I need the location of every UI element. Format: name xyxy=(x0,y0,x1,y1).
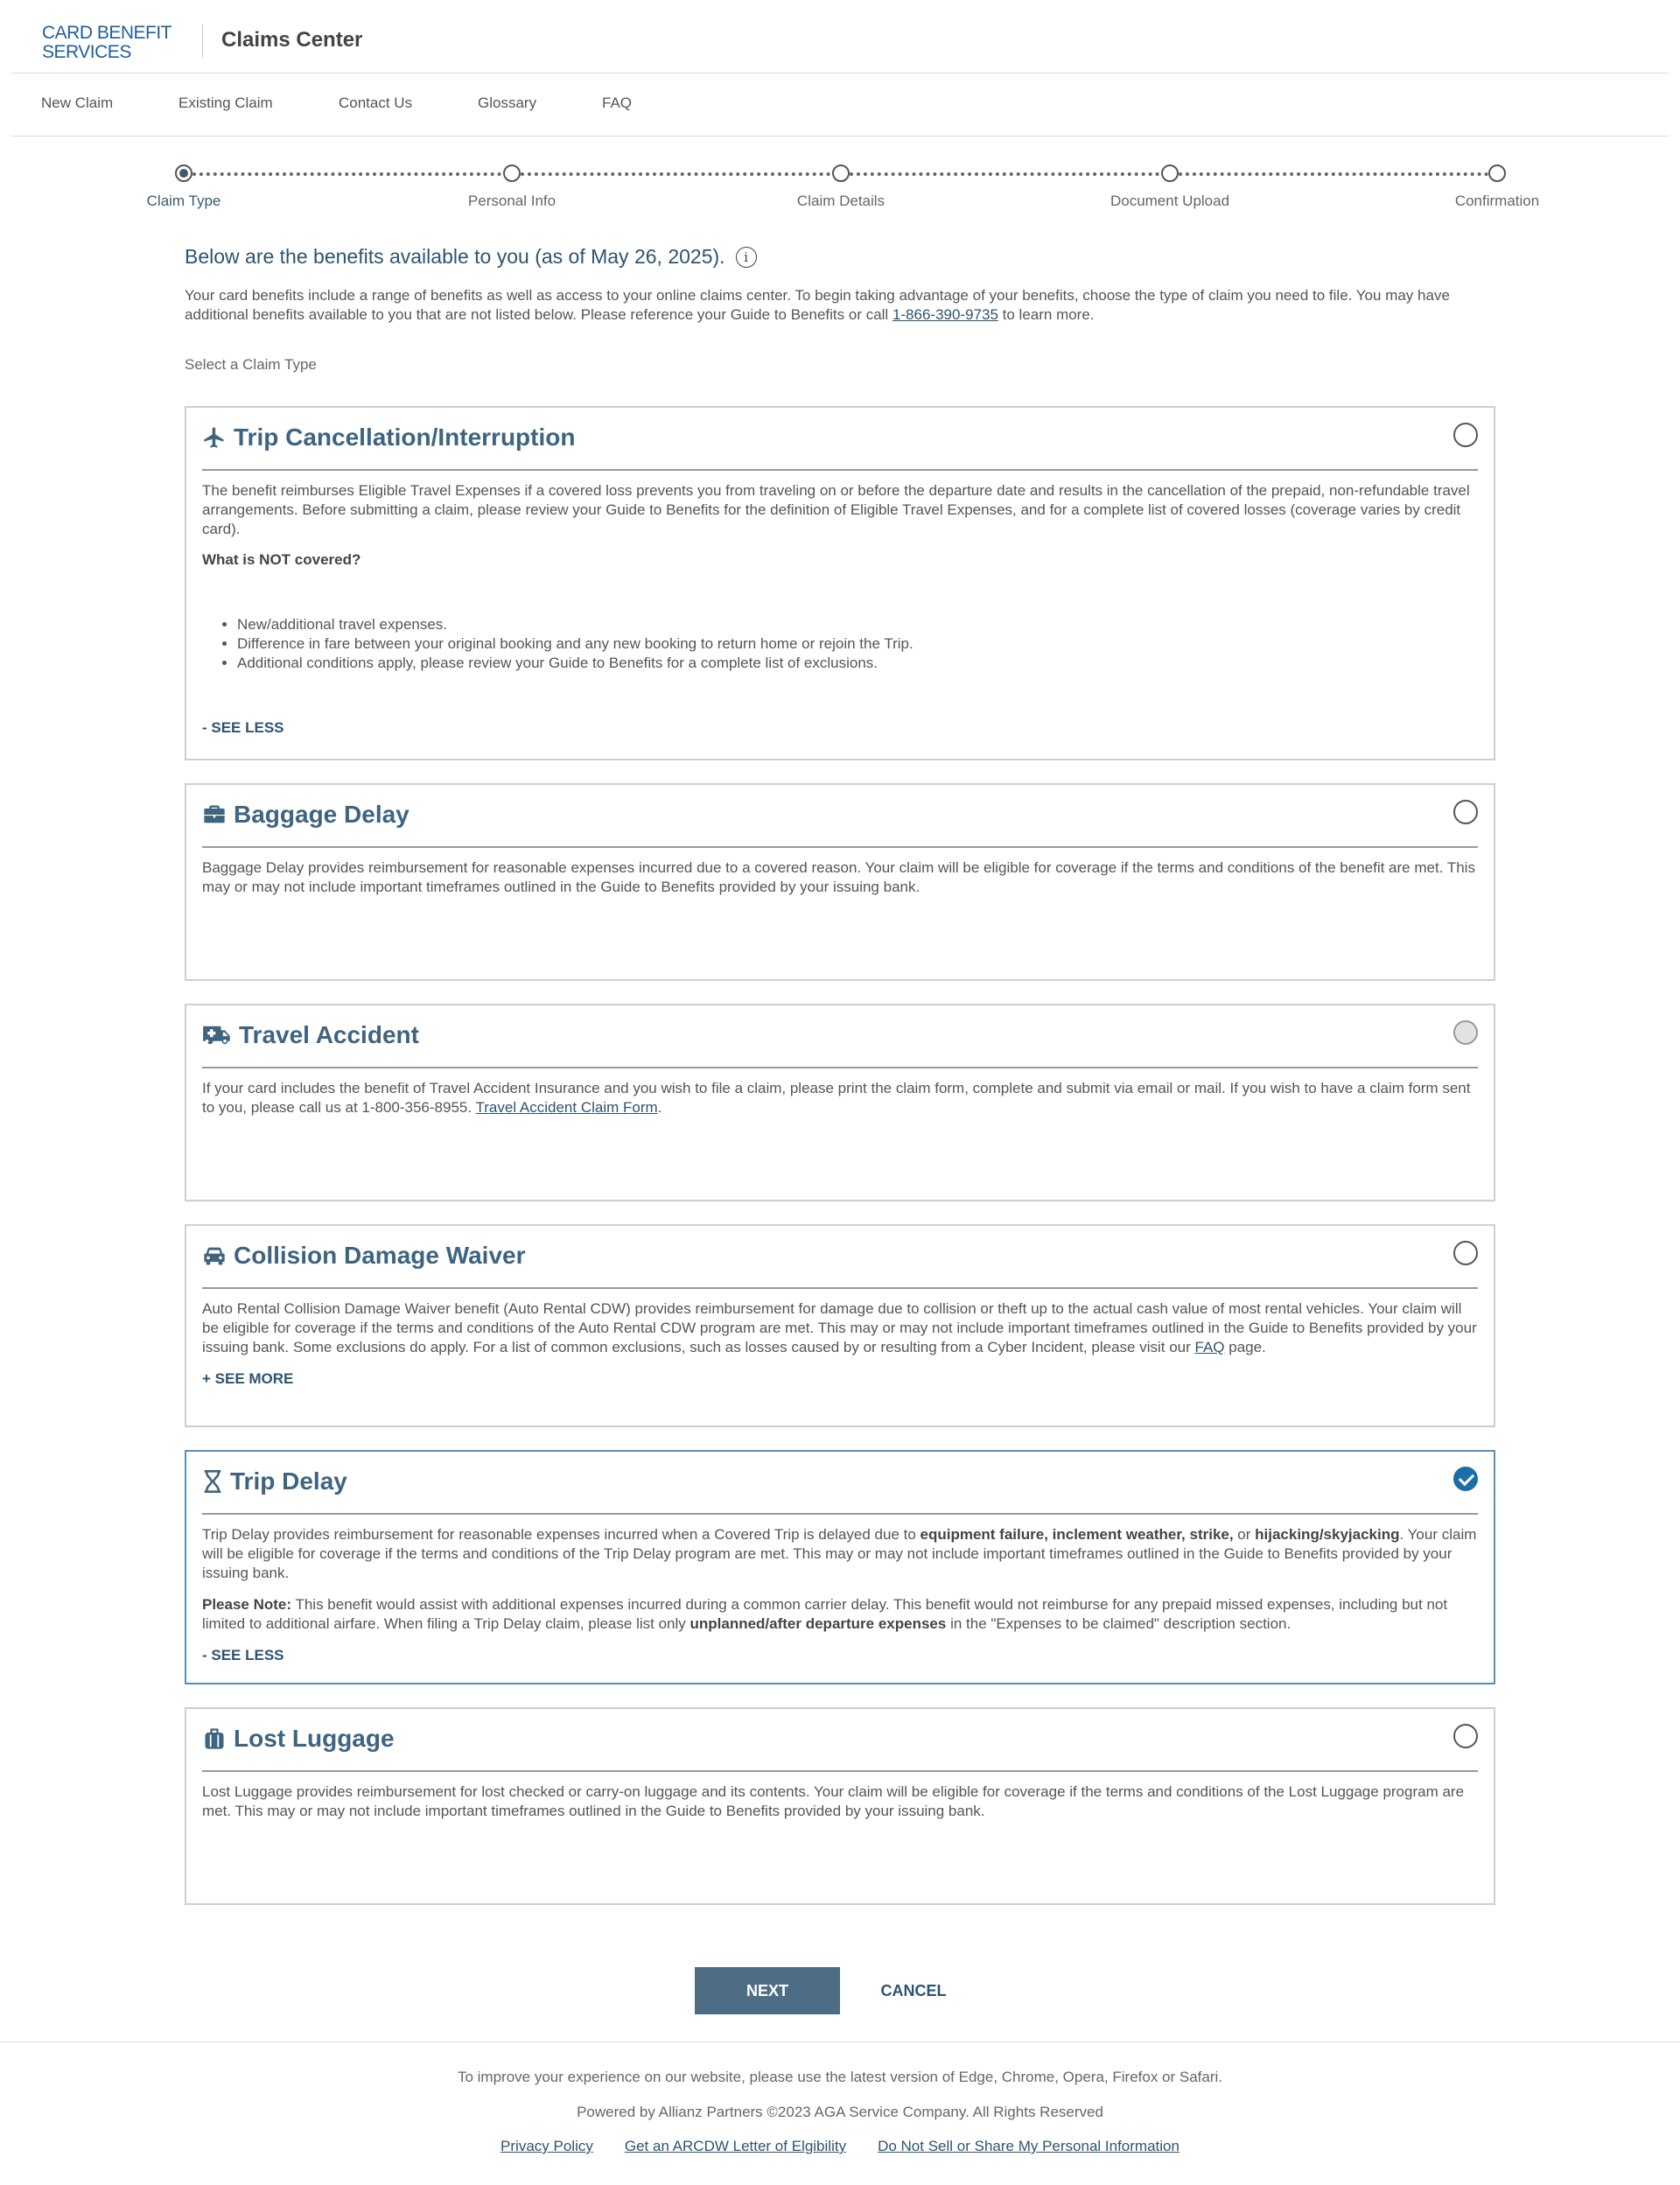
description-text: If your card includes the benefit of Travel Accident Insurance and you wish to file a claim, please print the claim form, complete and submit via email or mail. If you wish to have a claim form sent to you, please call us at 1-800-356-8955. xyxy=(202,1080,1471,1116)
ambulance-icon xyxy=(202,1023,232,1047)
baggage-delay-radio[interactable] xyxy=(1453,800,1478,824)
select-claim-type-label: Select a Claim Type xyxy=(185,356,317,373)
note-bold: unplanned/after departure expenses xyxy=(690,1615,947,1632)
claim-card-trip-delay[interactable] xyxy=(185,1450,1495,1684)
description-text: or xyxy=(1233,1526,1256,1543)
list-item: • Additional conditions apply, please review your Guide to Benefits for a complete list of exclusions. xyxy=(237,654,1478,673)
list-item: • Difference in fare between your original booking and any new booking to return home or rejoin the Trip. xyxy=(237,634,1478,654)
logo-line-1: CARD BENEFIT xyxy=(42,23,172,43)
briefcase-icon xyxy=(202,802,227,827)
hourglass-icon xyxy=(202,1469,223,1494)
not-covered-list xyxy=(237,615,1478,673)
card-title-text: Lost Luggage xyxy=(234,1725,395,1752)
cancel-button[interactable]: CANCEL xyxy=(880,1981,947,1999)
benefits-intro-text xyxy=(185,286,1497,325)
card-title xyxy=(202,1242,526,1270)
description-bold: hijacking/skyjacking xyxy=(1255,1526,1400,1543)
travel-accident-radio xyxy=(1453,1020,1478,1045)
description-suffix: page. xyxy=(1224,1339,1266,1355)
nav-faq[interactable]: FAQ xyxy=(602,95,633,111)
note-label: Please Note: xyxy=(202,1596,292,1613)
card-benefit-services-logo[interactable] xyxy=(42,24,172,62)
copyright: Powered by Allianz Partners ©2023 AGA Service Company. All Rights Reserved xyxy=(577,2104,1103,2120)
arcdw-letter-link[interactable]: Get an ARCDW Letter of Elgibility xyxy=(624,2138,847,2154)
info-circle-icon[interactable]: i xyxy=(736,247,757,268)
claim-card-trip-cancellation[interactable] xyxy=(185,406,1495,760)
card-description: The benefit reimburses Eligible Travel Expenses if a covered loss prevents you from traveling on or before the departure date and results in the cancellation of the prepaid, non-refundable travel arrangements. Before submitting a claim, please review your Guide to Benefits for the definition of Eligible Travel Expenses, and for a complete list of covered losses (coverage varies by credit card). xyxy=(202,482,1470,537)
note-text: This benefit would assist with additional expenses incurred during a common carrier delay. This benefit would not reimburse for any prepaid missed expenses, including but not limited to additional airfare. When filing a Trip Delay claim, please list only xyxy=(202,1596,1448,1632)
claim-card-collision-damage-waiver[interactable] xyxy=(185,1224,1495,1427)
step-connector xyxy=(850,172,1159,176)
footer-links xyxy=(0,2138,1680,2155)
faq-link[interactable]: FAQ xyxy=(1194,1339,1225,1355)
card-body xyxy=(202,481,1478,738)
card-title xyxy=(202,1725,395,1753)
main-nav xyxy=(10,74,1670,137)
logo-line-2: SERVICES xyxy=(42,42,131,62)
please-note xyxy=(202,1595,1478,1634)
header-divider xyxy=(202,25,203,58)
card-header xyxy=(202,785,1478,848)
card-title xyxy=(202,1467,347,1495)
nav-existing-claim[interactable]: Existing Claim xyxy=(178,95,273,111)
card-description: Lost Luggage provides reimbursement for lost checked or carry-on luggage and its contents. Your claim will be eligible for coverage if the terms and conditions of the Lost Luggage program are met. This may or may not include important timeframes outlined in the Guide to Benefits provided by your issuing bank. xyxy=(202,1783,1465,1819)
card-body xyxy=(202,858,1478,897)
description-bold: equipment failure, inclement weather, strike, xyxy=(920,1526,1234,1543)
progress-stepper xyxy=(0,158,1680,219)
step-connector xyxy=(521,172,830,176)
description-suffix: . xyxy=(657,1099,662,1116)
card-header xyxy=(202,1709,1478,1772)
step-connector xyxy=(192,172,501,176)
trip-delay-radio[interactable] xyxy=(1453,1467,1478,1491)
card-header xyxy=(202,1452,1478,1515)
claim-card-baggage-delay[interactable] xyxy=(185,783,1495,981)
page-footer xyxy=(0,2041,1680,2185)
card-description xyxy=(202,1525,1478,1583)
intro-text-part: to learn more. xyxy=(998,306,1095,323)
card-title xyxy=(202,424,575,452)
claim-card-lost-luggage[interactable] xyxy=(185,1707,1495,1905)
nav-new-claim[interactable]: New Claim xyxy=(41,95,114,111)
intro-text-part: Your card benefits include a range of benefits as well as access to your online claims center. To begin taking advantage of your benefits, choose the type of claim you need to file. You may have additional benefits available to you that are not listed below. Please reference your Guide to Benefits or call xyxy=(185,287,1450,323)
airplane-icon xyxy=(202,425,227,450)
step-dot-claim-details xyxy=(832,165,850,182)
card-description: Baggage Delay provides reimbursement for reasonable expenses incurred due to a covered reason. Your claim will be eligible for coverage if the terms and conditions of the benefit are met. This may or may not include important timeframes outlined in the Guide to Benefits provided by your issuing bank. xyxy=(202,859,1475,895)
see-more-toggle[interactable]: + SEE MORE xyxy=(202,1370,294,1387)
card-description xyxy=(202,1299,1478,1357)
card-title-text: Trip Delay xyxy=(230,1467,347,1495)
car-icon xyxy=(202,1243,227,1268)
step-label-claim-type: Claim Type xyxy=(146,193,221,209)
step-dot-document-upload xyxy=(1161,165,1179,182)
card-body xyxy=(202,1299,1478,1389)
step-dot-claim-type xyxy=(175,165,192,182)
top-header xyxy=(10,0,1670,74)
phone-link[interactable]: 1-866-390-9735 xyxy=(892,306,998,323)
see-less-toggle[interactable]: - SEE LESS xyxy=(202,1647,284,1663)
lost-luggage-radio[interactable] xyxy=(1453,1724,1478,1748)
next-button[interactable]: NEXT xyxy=(695,1967,840,2014)
card-title-text: Baggage Delay xyxy=(234,801,410,828)
card-header xyxy=(202,408,1478,471)
card-title-text: Travel Accident xyxy=(239,1021,419,1048)
card-header xyxy=(202,1226,1478,1289)
claim-card-travel-accident[interactable] xyxy=(185,1004,1495,1201)
description-text: Trip Delay provides reimbursement for reasonable expenses incurred when a Covered Trip is delayed due to xyxy=(202,1526,920,1543)
do-not-sell-link[interactable]: Do Not Sell or Share My Personal Information xyxy=(878,2138,1180,2154)
card-title-text: Collision Damage Waiver xyxy=(234,1242,526,1269)
app-title: Claims Center xyxy=(221,28,363,52)
step-label-claim-details: Claim Details xyxy=(796,193,886,209)
privacy-policy-link[interactable]: Privacy Policy xyxy=(500,2138,593,2154)
note-text: in the "Expenses to be claimed" description section. xyxy=(946,1615,1292,1632)
collision-damage-waiver-radio[interactable] xyxy=(1453,1241,1478,1265)
card-body xyxy=(202,1782,1478,1821)
nav-glossary[interactable]: Glossary xyxy=(478,95,537,111)
card-body xyxy=(202,1525,1478,1665)
benefits-heading-text: Below are the benefits available to you (as of May 26, 2025). xyxy=(185,245,725,268)
card-title xyxy=(202,801,410,829)
step-label-personal-info: Personal Info xyxy=(467,193,556,209)
see-less-toggle[interactable]: - SEE LESS xyxy=(202,719,284,736)
description-text: . Your claim will be eligible for coverage if the terms and conditions of the Trip Delay program are met. This may or may not include important timeframes outlined in the Guide to Benefits provided by your issuing bank. xyxy=(202,1526,1477,1581)
travel-accident-claim-form-link[interactable]: Travel Accident Claim Form xyxy=(475,1099,658,1116)
nav-contact-us[interactable]: Contact Us xyxy=(339,95,413,111)
not-covered-heading: What is NOT covered? xyxy=(202,551,361,568)
benefits-heading xyxy=(185,245,757,269)
card-body xyxy=(202,1079,1478,1117)
luggage-icon xyxy=(202,1726,227,1751)
step-label-confirmation: Confirmation xyxy=(1454,193,1540,209)
card-header xyxy=(202,1005,1478,1068)
step-dot-confirmation xyxy=(1488,165,1506,182)
browser-note: To improve your experience on our website, please use the latest version of Edge, Chrome, Opera, Firefox or Safari. xyxy=(457,2069,1223,2085)
card-title-text: Trip Cancellation/Interruption xyxy=(234,424,576,451)
trip-cancellation-radio[interactable] xyxy=(1453,423,1478,447)
card-description xyxy=(202,1079,1478,1117)
step-label-document-upload: Document Upload xyxy=(1110,193,1230,209)
step-connector xyxy=(1179,172,1488,176)
step-dot-personal-info xyxy=(503,165,521,182)
card-title xyxy=(202,1021,419,1049)
list-item: • New/additional travel expenses. xyxy=(237,615,1478,634)
description-text: Auto Rental Collision Damage Waiver benefit (Auto Rental CDW) provides reimbursement for damage due to collision or theft up to the actual cash value of most rental vehicles. Your claim will be eligible for coverage if the terms and conditions of the Auto Rental CDW program are met. This may or may not include important timeframes outlined in the Guide to Benefits provided by your issuing bank. Some exclusions do apply. For a list of common exclusions, such as losses caused by or resulting from a Cyber Incident, please visit our xyxy=(202,1300,1477,1355)
